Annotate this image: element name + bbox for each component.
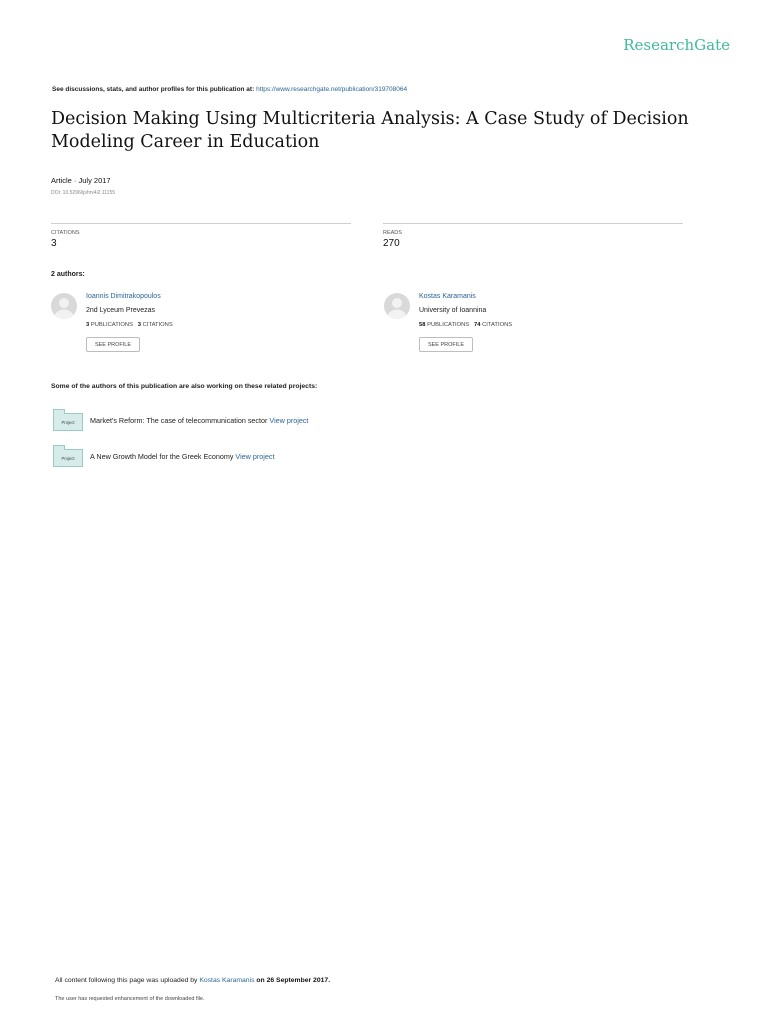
- author-stats: [86, 322, 173, 328]
- avatar-icon[interactable]: [51, 293, 77, 319]
- see-discussions-label: See discussions, stats, and author profiles for this publication at:: [52, 86, 255, 93]
- upload-date: 26 September 2017: [266, 977, 329, 984]
- upload-suffix: .: [328, 977, 331, 984]
- see-discussions-line: [52, 86, 407, 93]
- reads-value: 270: [383, 238, 400, 249]
- avatar-icon[interactable]: [384, 293, 410, 319]
- project-title: Market's Reform: The case of telecommunication sector: [90, 416, 268, 425]
- see-profile-button[interactable]: SEE PROFILE: [419, 337, 473, 352]
- project-item: [90, 416, 308, 425]
- researchgate-logo[interactable]: ResearchGate: [623, 36, 730, 54]
- citations-divider: [51, 223, 351, 224]
- project-folder-icon[interactable]: [53, 449, 83, 467]
- article-type-date: Article · July 2017: [51, 176, 111, 185]
- project-thumb-label: Project: [61, 420, 75, 425]
- uploader-link[interactable]: Kostas Karamanis: [199, 977, 255, 984]
- author-institution: University of Ioannina: [419, 307, 487, 314]
- citations-value: 3: [51, 238, 57, 249]
- reads-label: READS: [383, 230, 402, 236]
- related-projects-heading: Some of the authors of this publication are also working on these related projects:: [51, 383, 318, 390]
- see-profile-button[interactable]: SEE PROFILE: [86, 337, 140, 352]
- citations-label: CITATIONS: [51, 230, 80, 236]
- publications-label: PUBLICATIONS: [427, 322, 470, 328]
- author-stats: [419, 322, 512, 328]
- publications-label: PUBLICATIONS: [90, 322, 133, 328]
- upload-prefix: All content following this page was uploaded by: [55, 977, 198, 984]
- reads-divider: [383, 223, 683, 224]
- project-item: [90, 452, 274, 461]
- publication-doi: DOI: 10.5296/ijshrv4i2.11155: [51, 190, 116, 196]
- publication-url-link[interactable]: https://www.researchgate.net/publication/319708064: [256, 86, 408, 93]
- author-citations-count: 74: [474, 322, 481, 328]
- author-citations-label: CITATIONS: [482, 322, 513, 328]
- project-folder-icon[interactable]: [53, 413, 83, 431]
- author-name-link[interactable]: Kostas Karamanis: [419, 293, 476, 300]
- enhancement-note: The user has requested enhancement of the downloaded file.: [55, 996, 205, 1002]
- author-institution: 2nd Lyceum Prevezas: [86, 307, 155, 314]
- upload-note: [55, 977, 330, 984]
- upload-on: on: [256, 977, 265, 984]
- author-citations-count: 3: [137, 322, 142, 328]
- view-project-link[interactable]: View project: [269, 416, 309, 425]
- publications-count: 3: [86, 322, 90, 328]
- author-citations-label: CITATIONS: [142, 322, 173, 328]
- project-thumb-label: Project: [61, 456, 75, 461]
- publications-count: 58: [419, 322, 426, 328]
- publication-title: Decision Making Using Multicriteria Analysis: A Case Study of Decision Modeling Career in Education: [51, 109, 689, 152]
- view-project-link[interactable]: View project: [235, 452, 275, 461]
- author-name-link[interactable]: Ioannis Dimitrakopoulos: [86, 293, 161, 300]
- authors-heading: 2 authors:: [51, 271, 85, 278]
- project-title: A New Growth Model for the Greek Economy: [90, 452, 234, 461]
